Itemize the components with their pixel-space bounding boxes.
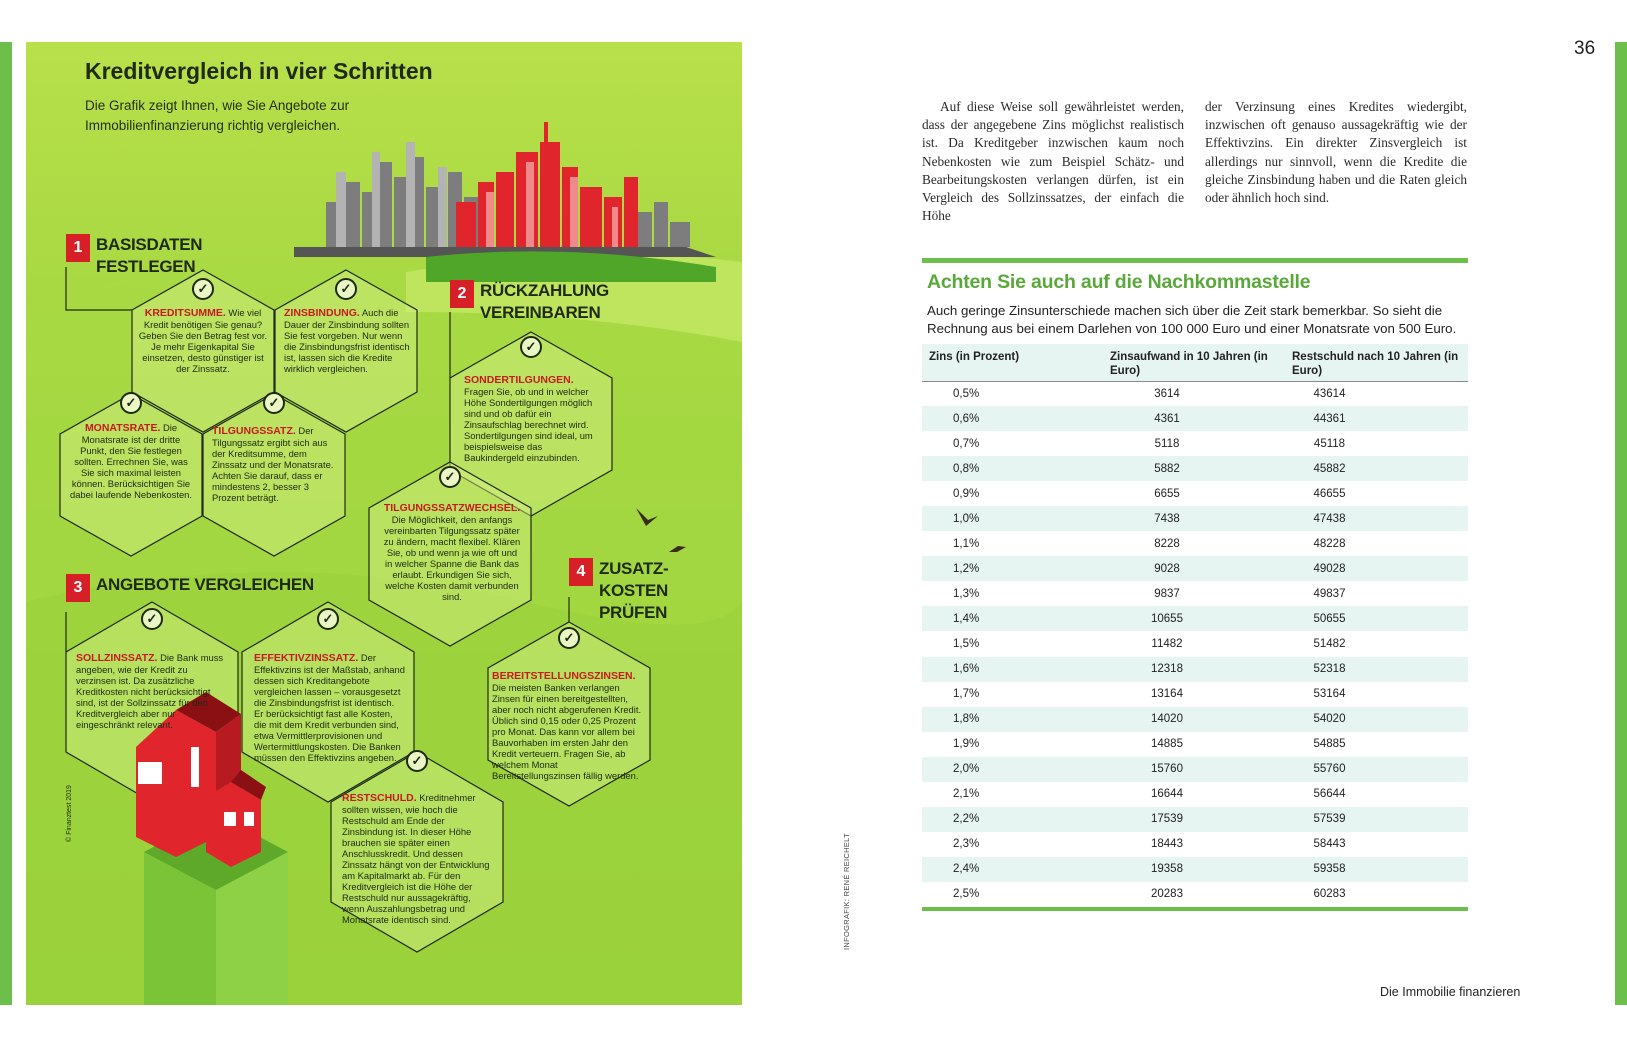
- cell-restschuld: 46655: [1313, 487, 1346, 500]
- cell-zinsaufwand: 9837: [1154, 587, 1180, 600]
- checkmark-icon: ✓: [520, 336, 542, 358]
- cell-zinsaufwand: 3614: [1154, 387, 1180, 400]
- table-row: [922, 782, 1468, 807]
- step-label: BASISDATEN FESTLEGEN: [96, 235, 203, 276]
- step-number: 2: [450, 280, 474, 308]
- cell-restschuld: 54020: [1285, 707, 1468, 732]
- step-number: 3: [66, 574, 90, 602]
- cell-restschuld: 53164: [1313, 688, 1346, 701]
- table-row: [922, 832, 1468, 857]
- infographic-credit: INFOGRAFIK: RENÉ REICHELT: [842, 833, 851, 950]
- cell-zins: 1,4%: [922, 606, 1103, 631]
- table-row: [922, 732, 1468, 757]
- running-footer: Die Immobilie finanzieren: [1380, 985, 1521, 999]
- table-row: [922, 757, 1468, 782]
- hex-restschuld: RESTSCHULD. Kreditnehmer sollten wissen, wie hoch die Restschuld am Ende der Zinsbindung ist. In dieser Höhe brauchen sie später einen Anschlusskredit. Und dessen Zinssatz hängt von der Entwicklung am Kapitalmarkt ab. Für den Kreditvergleich ist die Höhe der Restschuld nur aussagekräftig, wenn Auszahlungsbetrag und Monatsrate identisch sind.: [342, 792, 490, 925]
- cell-zins: 0,7%: [953, 437, 980, 450]
- table-row: [922, 406, 1468, 431]
- copyright-note: © Finanztest 2019: [66, 785, 73, 842]
- cell-restschuld: 60283: [1313, 888, 1346, 901]
- left-edge-bar: [0, 42, 12, 1005]
- cell-zinsaufwand: 5118: [1154, 437, 1180, 450]
- cell-zinsaufwand: 8228: [1154, 537, 1180, 550]
- hex-bereitstellungszinsen: BEREITSTELLUNGSZINSEN. Die meisten Banken verlangen Zinsen für einen bereitgestellten, aber noch nicht abgerufenen Kredit. Üblich sind 0,15 oder 0,25 Prozent pro Monat. Das kann vor allem bei Bauvorhaben im ersten Jahr den Kredit verteuern. Fragen Sie, ab welchem Monat Bereitstellungszinsen fällig werden.: [492, 670, 642, 781]
- cell-zinsaufwand: 20283: [1151, 888, 1183, 901]
- cell-restschuld: 47438: [1285, 506, 1468, 531]
- header-zins: Zins (in Prozent): [922, 344, 1103, 381]
- cell-zinsaufwand: 17539: [1103, 807, 1285, 832]
- step-2: [450, 280, 609, 324]
- checkmark-icon: ✓: [120, 392, 142, 414]
- table-row: [922, 381, 1468, 406]
- box-bottom-rule: [922, 907, 1468, 911]
- cell-zinsaufwand: 15760: [1103, 757, 1285, 782]
- hex-sondertilgungen: SONDERTILGUNGEN. Fragen Sie, ob und in welcher Höhe Sondertilgungen möglich sind und ob dafür ein Zinsaufschlag berechnet wird. Sondertilgungen sind ideal, um beispielsweise das Baukindergeld einzubinden.: [464, 374, 593, 463]
- cell-zinsaufwand: 14885: [1151, 738, 1183, 751]
- table-row: [922, 657, 1468, 682]
- checkmark-icon: ✓: [192, 278, 214, 300]
- cell-restschuld: 50655: [1285, 606, 1468, 631]
- checkmark-icon: ✓: [558, 627, 580, 649]
- cell-restschuld: 48228: [1313, 537, 1346, 550]
- cell-zinsaufwand: 13164: [1151, 688, 1183, 701]
- hex-tilgungssatz: TILGUNGSSATZ. Der Tilgungssatz ergibt sich aus der Kreditsumme, dem Zinssatz und der Monatsrate. Achten Sie darauf, dass er mindestens 2, besser 3 Prozent beträgt.: [212, 425, 334, 503]
- cell-zins: 1,8%: [922, 707, 1103, 732]
- cell-zins: 2,4%: [922, 857, 1103, 882]
- cell-zins: 1,6%: [922, 657, 1103, 682]
- cell-zinsaufwand: 4361: [1103, 406, 1285, 431]
- step-4: [569, 558, 668, 624]
- cell-zinsaufwand: 7438: [1103, 506, 1285, 531]
- cell-zins: 0,5%: [953, 387, 980, 400]
- checkmark-icon: ✓: [263, 392, 285, 414]
- infographic: [26, 42, 742, 1005]
- cell-restschuld: 54885: [1313, 738, 1346, 751]
- table-row: [922, 707, 1468, 732]
- cell-zinsaufwand: 5882: [1103, 456, 1285, 481]
- step-label: ANGEBOTE VERGLEICHEN: [96, 575, 314, 594]
- table-row: [922, 807, 1468, 832]
- cell-zins: 1,1%: [953, 537, 980, 550]
- cell-restschuld: 44361: [1285, 406, 1468, 431]
- checkmark-icon: ✓: [439, 466, 461, 488]
- hex-tilgungssatzwechsel: TILGUNGSSATZWECHSEL. Die Möglichkeit, den anfangs vereinbarten Tilgungssatz später zu ändern, macht flexibel. Klären Sie, ob und wenn ja wie oft und in welcher Spanne die Bank das erlaubt. Erkundigen Sie sich, welche Kosten damit verbunden sind.: [383, 502, 521, 602]
- checkmark-icon: ✓: [406, 750, 428, 772]
- step-1: [66, 234, 202, 278]
- hex-zinsbindung: ZINSBINDUNG. Auch die Dauer der Zinsbindung sollten Sie fest vorgeben. Nur wenn die Zinsbindungsfrist identisch ist, lassen sich die Kredite wirklich vergleichen.: [284, 307, 410, 374]
- right-edge-bar: [1615, 42, 1627, 1005]
- checkmark-icon: ✓: [141, 608, 163, 630]
- cell-restschuld: 45118: [1313, 437, 1346, 450]
- header-restschuld: Restschuld nach 10 Jahren (in Euro): [1285, 344, 1468, 381]
- cell-zinsaufwand: 14020: [1103, 707, 1285, 732]
- article-column-2: der Verzinsung eines Kredites wiedergibt, inzwischen oft genauso aussagekräftig wie der Effektivzins. Ein direkter Zinsvergleich ist allerdings nur sinnvoll, wenn die Kredite die gleiche Zinsbindung haben und die Raten gleich oder ähnlich hoch sind.: [1205, 99, 1467, 206]
- cell-zinsaufwand: 19358: [1103, 857, 1285, 882]
- table-row: [922, 882, 1468, 907]
- cell-zins: 2,5%: [953, 888, 980, 901]
- cell-zinsaufwand: 16644: [1151, 788, 1183, 801]
- cell-restschuld: 58443: [1313, 838, 1346, 851]
- cell-zinsaufwand: 18443: [1151, 838, 1183, 851]
- cell-restschuld: 43614: [1313, 387, 1346, 400]
- cell-zinsaufwand: 12318: [1103, 657, 1285, 682]
- cell-zins: 1,2%: [922, 556, 1103, 581]
- hex-monatsrate: MONATSRATE. Die Monatsrate ist der dritte Punkt, den Sie festlegen sollten. Errechnen Sie, was Sie sich maximal leisten können. Berücksichtigen Sie dabei laufende Nebenkosten.: [70, 422, 192, 500]
- header-zinsaufwand: Zinsaufwand in 10 Jahren (in Euro): [1103, 344, 1285, 381]
- box-title: Achten Sie auch auf die Nachkommastelle: [927, 271, 1311, 293]
- step-label: RÜCKZAHLUNG VEREINBAREN: [480, 281, 609, 322]
- cell-zins: 0,6%: [922, 406, 1103, 431]
- table-row: [922, 682, 1468, 707]
- cell-zins: 0,9%: [953, 487, 980, 500]
- cell-restschuld: 57539: [1285, 807, 1468, 832]
- table-row: [922, 531, 1468, 556]
- cell-restschuld: 49837: [1313, 587, 1346, 600]
- cell-zins: 0,8%: [922, 456, 1103, 481]
- table-row: [922, 556, 1468, 581]
- table-row: [922, 431, 1468, 456]
- cell-zins: 2,1%: [953, 788, 980, 801]
- cell-restschuld: 45882: [1285, 456, 1468, 481]
- article-column-1: Auf diese Weise soll gewährleistet werden, dass der angegebene Zins möglichst realistisch ist. Da Kreditgeber inzwischen kaum noch Nebenkosten wie zum Beispiel Schätz- und Bearbeitungskosten verlangen dürfen, ist ein Vergleich des Sollzinssatzes, der einfach die Höhe: [922, 99, 1184, 224]
- info-box: [922, 258, 1468, 911]
- table-row: [922, 606, 1468, 631]
- step-3: [66, 574, 314, 602]
- interest-table: [922, 344, 1468, 907]
- cell-zins: 1,3%: [953, 587, 980, 600]
- cell-zins: 2,2%: [922, 807, 1103, 832]
- cell-restschuld: 52318: [1285, 657, 1468, 682]
- page-number: 36: [1574, 38, 1596, 59]
- step-number: 1: [66, 234, 90, 262]
- box-top-rule: [922, 258, 1468, 263]
- cell-zins: 1,0%: [922, 506, 1103, 531]
- table-row: [922, 506, 1468, 531]
- cell-zins: 1,9%: [953, 738, 980, 751]
- table-row: [922, 481, 1468, 506]
- box-intro: Auch geringe Zinsunterschiede machen sich über die Zeit stark bemerkbar. So sieht die Rechnung aus bei einem Darlehen von 100 000 Euro und einer Monatsrate von 500 Euro.: [927, 303, 1457, 336]
- checkmark-icon: ✓: [317, 608, 339, 630]
- hex-kreditsumme: KREDITSUMME. Wie viel Kredit benötigen Sie genau? Geben Sie den Betrag fest vor. Je mehr Eigenkapital Sie einsetzen, desto günstiger ist der Zinssatz.: [138, 307, 268, 374]
- table-row: [922, 456, 1468, 481]
- cell-zins: 2,0%: [922, 757, 1103, 782]
- table-row: [922, 581, 1468, 606]
- infographic-subtitle: Die Grafik zeigt Ihnen, wie Sie Angebote zur Immobilienfinanzierung richtig vergleichen.: [85, 98, 350, 133]
- cell-zinsaufwand: 9028: [1103, 556, 1285, 581]
- cell-restschuld: 51482: [1313, 637, 1346, 650]
- cell-restschuld: 49028: [1285, 556, 1468, 581]
- hex-effektivzinssatz: EFFEKTIVZINSSATZ. Der Effektivzins ist der Maßstab, anhand dessen sich Kreditangebote vergleichen lassen – vorausgesetzt die Zinsbindungsfrist ist identisch. Er berücksichtigt fast alle Kosten, die mit dem Kredit verbunden sind, etwa Vermittlerprovisionen und Wertermittlungskosten. Die Banken müssen den Effektivzins angeben.: [254, 652, 405, 763]
- checkmark-icon: ✓: [335, 278, 357, 300]
- cell-restschuld: 56644: [1313, 788, 1346, 801]
- table-row: [922, 631, 1468, 656]
- infographic-title: Kreditvergleich in vier Schritten: [85, 58, 433, 84]
- table-row: [922, 857, 1468, 882]
- cell-restschuld: 55760: [1285, 757, 1468, 782]
- cell-zinsaufwand: 6655: [1154, 487, 1180, 500]
- cell-restschuld: 59358: [1285, 857, 1468, 882]
- table-header-row: [922, 344, 1468, 381]
- cell-zins: 2,3%: [953, 838, 980, 851]
- step-number: 4: [569, 558, 593, 586]
- cell-zinsaufwand: 11482: [1151, 637, 1183, 650]
- cell-zins: 1,7%: [953, 688, 980, 701]
- cell-zins: 1,5%: [953, 637, 980, 650]
- hex-sollzinssatz: SOLLZINSSATZ. Die Bank muss angeben, wie der Kredit zu verzinsen ist. Da zusätzliche Kreditkosten nicht berücksichtigt sind, ist der Sollzinssatz für den Kreditvergleich aber nur eingeschränkt relevant.: [76, 652, 224, 730]
- cell-zinsaufwand: 10655: [1103, 606, 1285, 631]
- step-label: ZUSATZ- KOSTEN PRÜFEN: [599, 559, 669, 622]
